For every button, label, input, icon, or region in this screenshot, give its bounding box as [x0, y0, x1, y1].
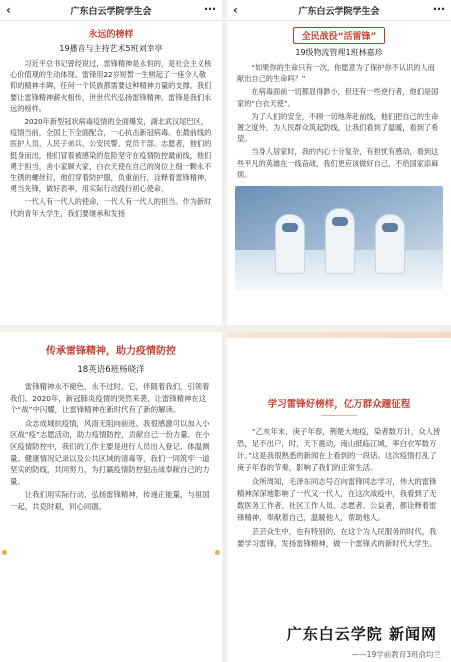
paragraph: 众所周知，毛泽东同志号召向雷锋同志学习，伟大的雷锋精神深深地影响了一代又一代人，在这次战疫中，我看到了无数医务工作者、社区工作人员、志愿者、公益者，都诠释着雷锋精神，奉献着自己，温暖他人，帮助他人。: [237, 477, 437, 522]
paragraph: “如果你的生命只有一次，你愿意为了保护你不认识的人而献出自己的生命吗？”: [237, 63, 435, 84]
article-byline: 18英语6班杨晓洋: [77, 365, 145, 375]
medical-worker-figure: [375, 214, 405, 274]
paragraph: 习近平总书记曾经说过，雷锋精神是永恒的，是社会主义核心价值观的生动体现。雷锋用22岁短暂一生树起了一座令人敬仰的精神丰碑，任何一个民族都需要这种精神力量的支撑。我们要让雷锋精神薪火相传，世世代代弘扬雷锋精神，雷锋是我们永远的榜样。: [10, 59, 212, 113]
margin-dot-icon: [2, 550, 7, 555]
decorative-band: [227, 332, 451, 338]
header-title: 广东白云学院学生会: [70, 6, 152, 17]
header-bar: [0, 0, 222, 21]
article-byline: 19级物流管理1班林嘉珍: [295, 48, 383, 57]
chevron-left-icon[interactable]: ‹: [6, 3, 11, 17]
article-title: 永远的榜样: [88, 30, 134, 40]
article-body: [227, 62, 451, 180]
paragraph: “乙亥年末，庚子年春，荆楚大地疫，染者数万计，众人皆恐，足不出户，时，天下震动，南山抵临江城，率白衣军数万计。”这是我很熟悉的新闻在上看到的一段话。这次疫情打乱了庚子年春的节奏，影响了我们的正常生活。: [237, 427, 441, 472]
author-caption: ——19学前教育3班俞均兰: [351, 650, 441, 659]
article-byline: 19播音与主持艺术5班刘幸亭: [59, 44, 163, 53]
article-panel-2: [227, 0, 451, 325]
more-dots-icon[interactable]: ⋯: [433, 2, 445, 16]
medical-worker-figure: [325, 208, 355, 274]
paragraph: 让我们用实际行动，弘扬雷锋精神，传递正能量，与祖国一起，共克时艰，同心同德。: [10, 490, 210, 511]
paragraph: 在病毒面前一切都显得渺小，但还有一些逆行者，他们是国家的“白衣天使”。: [237, 87, 439, 108]
article-panel-4: [227, 332, 451, 662]
article-body: [0, 381, 222, 513]
margin-dot-icon: [215, 550, 220, 555]
paragraph: 2020年新型冠状病毒疫情的全面爆发，湖北武汉尾巴区，疫情当前，全国上下全面配合，一心抗击新冠病毒。在最前线的医护人员、人民子弟兵、公安民警、党员干部、志愿者，他们的挺身而出，他们冒着被感染的危险坚守在疫情防控最前线，他们勇于担当，舍小家顾大家，白衣天使在自己的岗位上细一颗永不生锈的螺丝钉，他们穿着防护服，负重前行，诠释着雷锋精神，勇当先锋，做好表率，用实际行动践行初心使命。: [10, 117, 212, 194]
article-body: [227, 426, 451, 550]
article-body: [0, 58, 222, 219]
medical-workers-photo: [235, 186, 443, 290]
paragraph: 为了人们的安全，不顾一切地奔赴前线，他们把自己的生命置之度外，为人民群众筑起防线，让我们看到了温暖，看到了希望。: [237, 111, 439, 144]
article-title: 传承雷锋精神，助力疫情防控: [46, 346, 176, 357]
paragraph: 一代人有一代人的使命，一代人有一代人的担当。作为新时代的青年大学生，我们要继承和发扬: [10, 197, 212, 218]
paragraph: 众志成城抗疫情，风雨无阻向前进。我很感激可以加入小区战“疫”志愿活动，助力疫情防控，贡献自己一份力量。在小区疫情防控中，我们的工作主要是进行人员出入登记、体温测量、健康情况记录以及公共区域的清毒等，我们一同筑牢一道坚实的防线，共同努力，为打赢疫情防控狙击战奉献自己的力量。: [10, 418, 210, 486]
article-title: 学习雷锋好榜样，亿万群众踵征程: [267, 399, 411, 410]
title-divider: [321, 415, 357, 416]
more-dots-icon[interactable]: ⋯: [204, 2, 216, 16]
article-title: 全民战役“活雷锋”: [293, 27, 385, 44]
paragraph: 芸芸众生中，也有特别的，在这个为人民服务的时代，我要学习雷锋，发扬雷锋精神，做一个雷锋式的新时代大学生。: [237, 527, 437, 548]
site-watermark: 广东白云学院 新闻网: [286, 625, 437, 643]
header-bar: [227, 0, 451, 21]
header-title: 广东白云学院学生会: [298, 6, 380, 17]
medical-worker-figure: [275, 214, 305, 274]
chevron-left-icon[interactable]: ‹: [233, 3, 238, 17]
article-panel-3: [0, 332, 222, 662]
article-panel-1: [0, 0, 222, 325]
paragraph: 雷锋精神永不褪色，永不过时。它，伴随着我们，引领着我们。2020年，新冠肺炎疫情的突然来袭，让雷锋精神在这个“战”中闪耀，让雷锋精神在新时代有了新的解读。: [10, 382, 210, 415]
paragraph: 当身人居家时，我的内心十分复杂，有担忧有感动，看到这些平凡的英雄在一线奋战，我们更应该做好自己，不给国家添麻烦。: [237, 147, 439, 179]
